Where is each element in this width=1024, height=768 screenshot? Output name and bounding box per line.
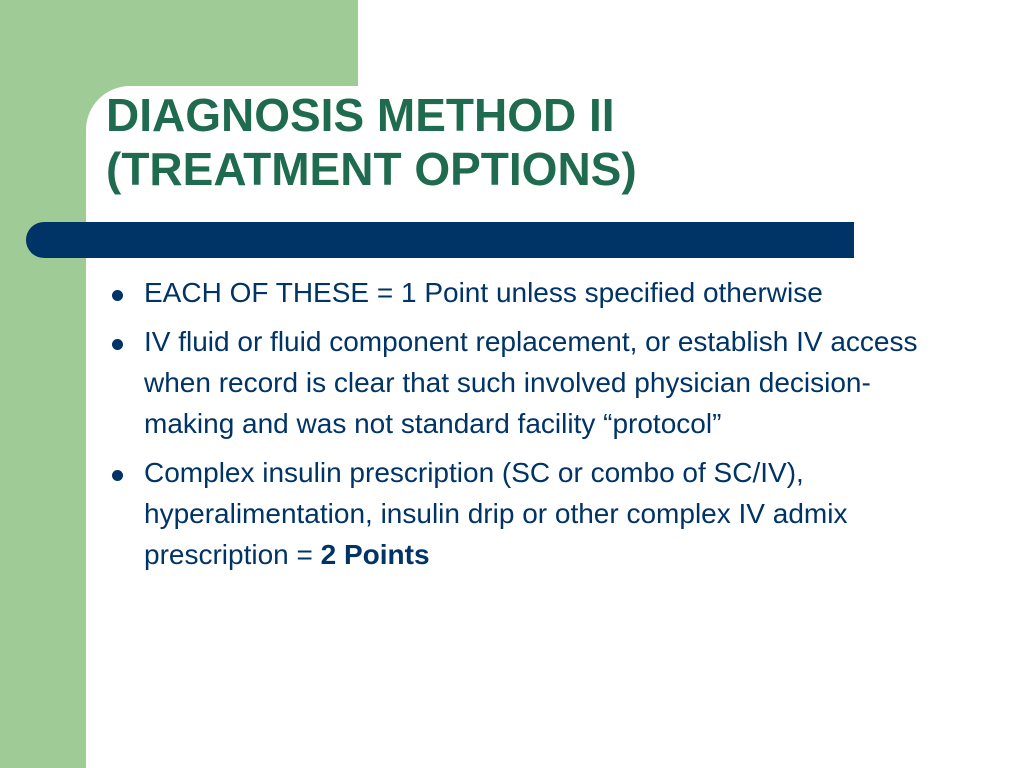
bullet-list	[106, 272, 946, 583]
navy-divider-bar	[26, 222, 854, 258]
title-line-1: DIAGNOSIS METHOD II	[106, 89, 615, 141]
bullet-emphasis: 2 Points	[320, 539, 430, 570]
bullet-text: EACH OF THESE = 1 Point unless specified otherwise	[144, 277, 823, 308]
title-line-2: (TREATMENT OPTIONS)	[106, 143, 637, 195]
bullet-item	[106, 272, 946, 313]
bullet-item	[106, 452, 946, 575]
bullet-text: Complex insulin prescription (SC or combo of SC/IV), hyperalimentation, insulin drip or other complex IV admix prescription =	[144, 457, 848, 570]
bullet-text: IV fluid or fluid component replacement, or establish IV access when record is clear that such involved physician decision-making and was not standard facility “protocol”	[144, 326, 918, 439]
slide-title	[106, 88, 966, 196]
bullet-item	[106, 321, 946, 444]
bullet-dot-icon	[112, 290, 123, 301]
bullet-dot-icon	[112, 470, 123, 481]
bullet-dot-icon	[112, 339, 123, 350]
